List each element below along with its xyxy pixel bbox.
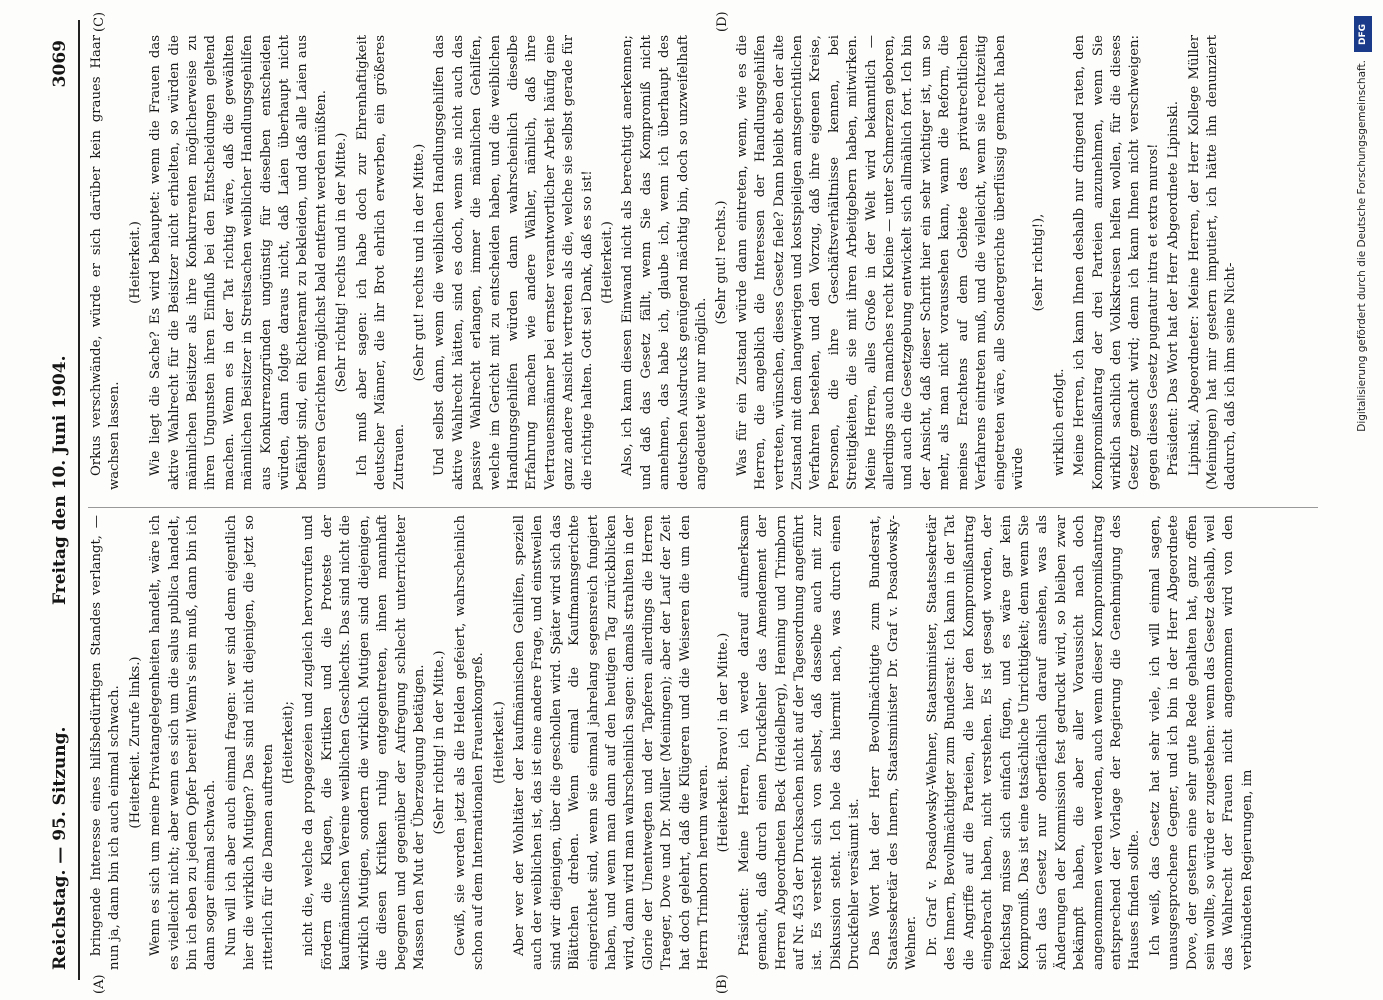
paragraph: bringende Interesse eines hilfsbedürftigen Standes verlangt, — nun ja, dann bin ich auch einmal schwach.	[89, 515, 123, 970]
right-text-column	[88, 35, 1318, 490]
paragraph: Gewiß, sie werden jetzt als die Helden gefeiert, wahrscheinlich schon auf dem Internationalen Frauenkongreß.	[452, 515, 487, 970]
paragraph: (Heiterkeit);	[281, 701, 297, 784]
paragraph: Also, ich kann diesen Einwand nicht als berechtigt anerkennen; und daß das Gesetz fällt, wenn Sie das Kompromiß nicht annehmen, das habe ich, glaube ich, wenn ich überhaupt des deutschen Ausdrucks genügend mächtig bin, doch so unzweifelhaft angedeutet wie nur möglich.	[620, 35, 709, 490]
paragraph: nicht die, welche da propagezeien und zugleich hervorrufen und fördern die Klagen, die Kritiken und die Proteste der kaufmännischen Vereine weiblichen Geschlechts. Das sind nicht die wirklich Mutigen, sondern die wirklich Mutigen sind diejenigen, die diesen Kritiken ruhig entgegentreten, ihnen mannhaft begegnen und gegenüber der Aufregung schlecht unterrichteter Massen den Mut der Überzeugung betätigen.	[301, 515, 427, 970]
paragraph: (Sehr gut! rechts.)	[714, 200, 730, 325]
paragraph: (Sehr gut! rechts und in der Mitte.)	[411, 143, 427, 382]
paragraph: Lipinski, Abgeordneter: Meine Herren, der Herr Kollege Müller (Meiningen) hat mir gestern imputiert, ich hätte ihn denunziert dadurch, daß ich ihm seine Nicht-	[1186, 35, 1239, 490]
paragraph: Dr. Graf v. Posadowsky-Wehner, Staatsminister, Staatssekretär des Innern, Bevollmächtigter zum Bundesrat: Ich kann in der Tat die Angriffe auf die Parteien, die hier den Kompromißantrag eingebracht haben, nicht verstehen. Es ist gesagt worden, der Reichstag müsse sich einfach fügen, und es wäre gar kein Kompromiß. Das ist eine tatsächliche Unrichtigkeit; denn wenn Sie sich das Gesetz nur oberflächlich darauf ansehen, was als Änderungen der Kommission fest gedruckt wird, so bleiben zwar bekämpft haben, die aber aller Voraussicht nach doch angenommen werden werden, auch wenn dieser Kompromißantrag entsprechend der Vorlage der Regierung die Genehmigung des Hauses finden sollte.	[924, 515, 1143, 970]
header-left: Reichstag. — 95. Sitzung.	[50, 726, 70, 970]
paragraph: Und selbst dann, wenn die weiblichen Handlungsgehilfen das aktive Wahlrecht hätten, sind es doch, wenn sie nicht auch das passive Wahlrecht erlangen, immer die männlichen Gehilfen, welche im Gericht mit zu entscheiden haben, und die weiblichen Handlungsgehilfen würden dann wahrscheinlich dieselbe Erfahrung machen wie andere Wähler, nämlich, daß ihre Vertrauensmänner bei ernster verantwortlicher Arbeit häufig eine ganz andere Ansicht vertreten als die, welche sie selbst gerade für die richtige halten. Gott sei Dank, daß es so ist!	[432, 35, 595, 490]
page-number: 3069	[50, 40, 70, 88]
margin-mark-d: (D)	[715, 11, 730, 32]
paragraph: (sehr richtig!),	[1031, 213, 1047, 312]
paragraph: (Heiterkeit. Zurufe links.)	[127, 656, 143, 829]
paragraph: Das Wort hat der Herr Bevollmächtigte zum Bundesrat, Staatssekretär des Innern, Staatsminister Dr. Graf v. Posadowsky-Wehner.	[867, 515, 920, 970]
paragraph: Orkus verschwände, würde er sich darüber kein graues Haar wachsen lassen.	[89, 35, 123, 490]
margin-mark-c: (C)	[92, 11, 107, 32]
paragraph: Meine Herren, ich kann Ihnen deshalb nur dringend raten, den Kompromißantrag der drei Parteien anzunehmen, wenn Sie wirklich sachlich den Volkskreisen helfen wollen, für die dieses Gesetz gemacht wird; denn ich kann Ihnen nicht verschweigen: gegen dieses Gesetz pugnatur intra et extra muros!	[1072, 35, 1161, 490]
paragraph: (Heiterkeit.)	[491, 701, 507, 784]
paragraph: Ich muß aber sagen: ich habe doch zur Ehrenhaftigkeit deutscher Männer, die ihr Brot ehrlich erwerben, ein größeres Zutrauen.	[354, 35, 407, 490]
rotated-newspaper-page	[40, 0, 1340, 1000]
paragraph: (Heiterkeit.)	[127, 221, 143, 304]
dfg-funding-note: Digitalisierung gefördert durch die Deutsche Forschungsgemeinschaft.	[1356, 60, 1368, 432]
paragraph: (Heiterkeit. Bravo! in der Mitte.)	[716, 632, 732, 853]
paragraph: Aber wer der Wohltäter der kaufmännischen Gehilfen, speziell auch der weiblichen ist, das ist eine andere Frage, und einstweilen sind wir diejenigen, über die geschollen wird. Später wird sich das Blättchen drehen. Wenn einmal die Kaufmannsgerichte eingerichtet sind, wenn sie einmal jahrelang segensreich fungiert haben, und wenn man dann auf den heutigen Tag zurückblicken wird, dann wird man wahrscheinlich sagen: damals strahlten in der Glorie der Unentwegten und der Tapferen allerdings die Herren Traeger, Dove und Dr. Müller (Meiningen); aber der Lauf der Zeit hat doch gelehrt, daß die Klügeren und die Weiseren die um den Herrn Trimborn herum waren.	[511, 515, 711, 970]
header-rule	[78, 20, 80, 980]
digitization-stamp	[1352, 10, 1376, 985]
margin-mark-b: (B)	[715, 974, 730, 994]
paragraph: Was für ein Zustand würde dann eintreten, wenn, wie es die Herren, die angeblich die Interessen der Handlungsgehilfen vertreten, wünschen, dieses Gesetz fiele? Dann bleibt eben der alte Zustand mit dem langwierigen und kostspieligen amtsgerichtlichen Verfahren bestehen, und den Vorzug, daß ihre eigenen Kreise, Personen, die ihre Geschäftsverhältnisse kennen, bei Streitigkeiten, die sie mit ihren Arbeitgebern haben, mitwirken. Meine Herren, alles Große in der Welt wird bekanntlich — allerdings auch manches recht Kleine — unter Schmerzen geboren, und auch die Gesetzgebung entwickelt sich allmählich fort. Ich bin der Ansicht, daß dieser Schritt hier ein sehr wichtiger ist, um so mehr, als man nicht voraussehen kann, wann die Reform, die meines Erachtens auf dem Gebiete des privatrechtlichen Verfahrens eintreten muß, und die vielleicht, wenn sie rechtzeitig eingetreten wäre, alle Sondergerichte überflüssig gemacht haben würde	[734, 35, 1026, 490]
left-text-column	[88, 515, 1318, 970]
paragraph: (Sehr richtig! rechts und in der Mitte.)	[334, 132, 350, 393]
column-separator	[88, 507, 1318, 508]
paragraph: (Sehr richtig! in der Mitte.)	[432, 650, 448, 835]
paragraph: Nun will ich aber auch einmal fragen: wer sind denn eigentlich hier die wirklich Mutigen? Das sind nicht diejenigen, die jetzt so ritterlich für die Damen auftreten	[223, 515, 276, 970]
paragraph: wirklich erfolgt.	[1051, 368, 1067, 476]
paragraph: Wenn es sich um meine Privatangelegenheiten handelt, wäre ich es vielleicht nicht; aber wenn es sich um die salus publica handelt, bin ich eben zu jedem Opfer bereit! Wenn's sein muß, dann bin ich dann sogar einmal schwach.	[148, 515, 219, 970]
paragraph: Präsident: Meine Herren, ich werde darauf aufmerksam gemacht, daß durch einen Druckfehler das Amendement der Herren Abgeordneten Beck (Heidelberg), Henning und Trimborn auf Nr. 453 der Drucksachen nicht auf der Tagesordnung angeführt ist. Es versteht sich von selbst, daß dasselbe auch mit zur Diskussion steht. Ich hole das hiermit nach, was durch einen Druckfehler versäumt ist.	[736, 515, 863, 970]
header-center: Freitag den 10. Juni 1904.	[50, 355, 70, 605]
paragraph: (Heiterkeit.)	[599, 221, 615, 304]
page-header	[40, 0, 80, 1000]
margin-mark-a: (A)	[92, 974, 107, 994]
dfg-logo: DFG	[1354, 16, 1372, 52]
paragraph: Ich weiß, das Gesetz hat sehr viele, ich will einmal sagen, unausgesprochene Gegner, und ich bin in der Herr Abgeordnete Dove, der gestern eine sehr gute Rede gehalten hat, ganz offen sein wollte, so würde er zugestehen: wenn das Gesetz deshalb, weil das Wahlrecht der Frauen nicht angenommen wird von den verbündeten Regierungen, im	[1147, 515, 1255, 970]
paragraph: Wie liegt die Sache? Es wird behauptet: wenn die Frauen das aktive Wahlrecht für die Beisitzer nicht erhielten, so würden die männlichen Beisitzer als ihre Konkurrenten möglicherweise zu ihren Ungunsten ihren Einfluß bei den Entscheidungen geltend machen. Wenn es in der Tat richtig wäre, daß die gewählten männlichen Beisitzer in Streitsachen weiblicher Handlungsgehilfen aus Konkurrenzgründen ungünstig für dieselben entscheiden würden, dann folgte daraus nicht, daß Laien überhaupt nicht befähigt sind, ein Richteramt zu bekleiden, und daß alle Laien aus unseren Gerichten möglichst bald entfernt werden müßten.	[148, 35, 329, 490]
paragraph: Präsident: Das Wort hat der Herr Abgeordnete Lipinski.	[1166, 101, 1182, 476]
